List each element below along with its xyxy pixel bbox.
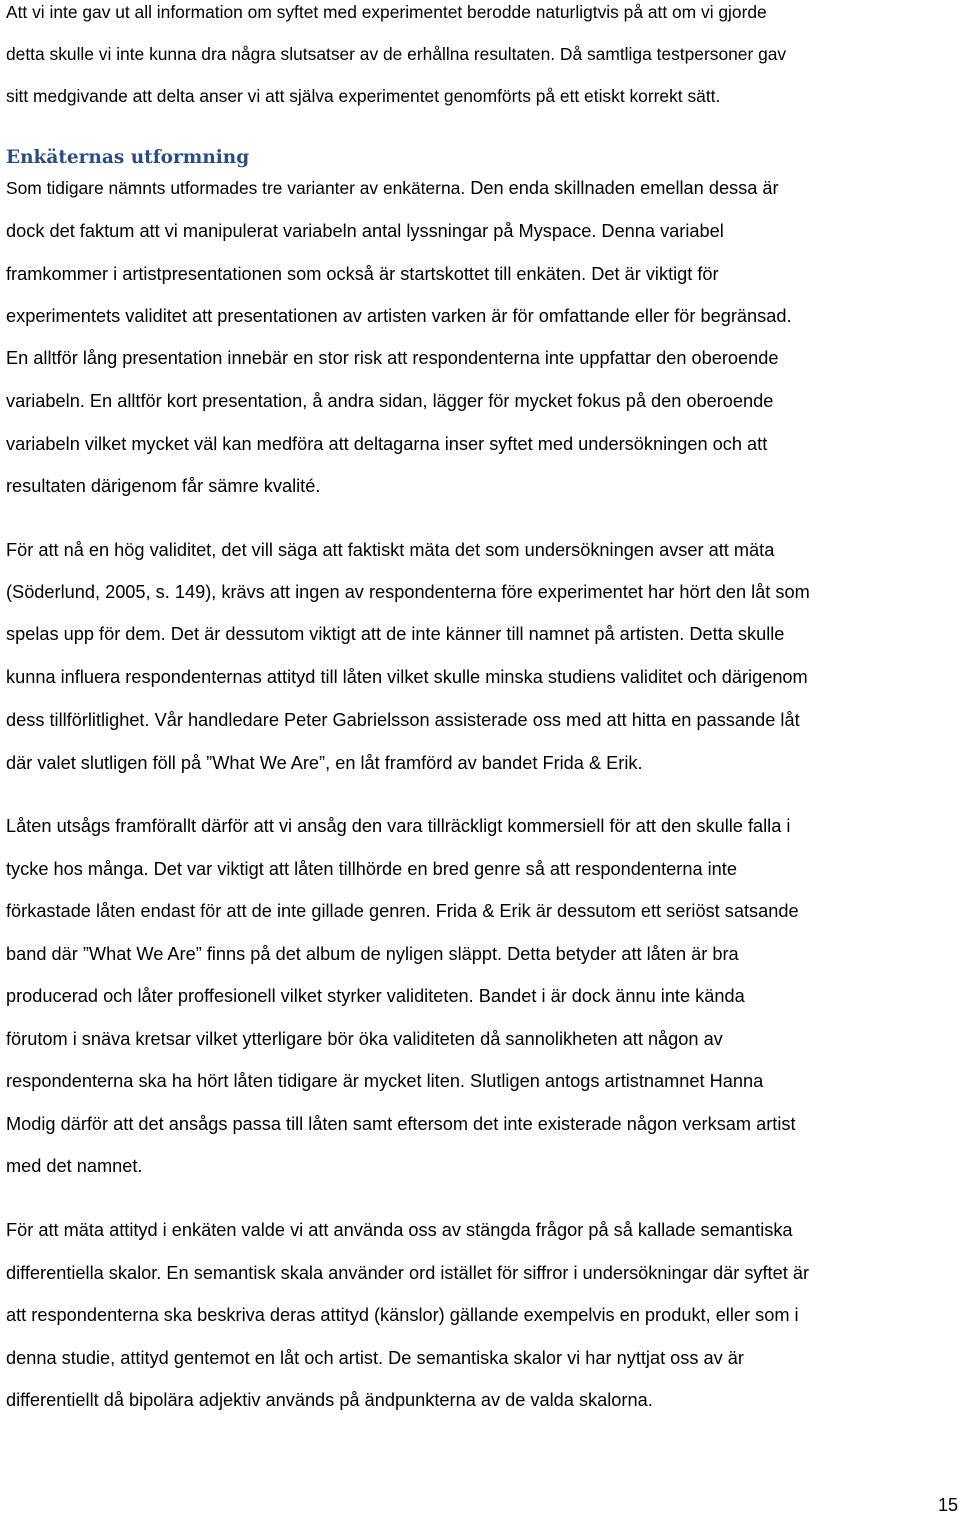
text-line: förutom i snäva kretsar vilket ytterligare bör öka validiteten då sannolikheten att någon av <box>6 1029 723 1049</box>
text-line: denna studie, attityd gentemot en låt och artist. De semantiska skalor vi har nyttjat oss av är <box>6 1348 744 1368</box>
text-line: sitt medgivande att delta anser vi att själva experimentet genomförts på ett etiskt korrekt sätt. <box>6 86 721 106</box>
text-line: variabeln vilket mycket väl kan medföra att deltagarna inser syftet med undersökningen och att <box>6 434 768 454</box>
text-line: framkommer i artistpresentationen som också är startskottet till enkäten. Det är viktigt för <box>6 264 719 284</box>
text-line: dock det faktum att vi manipulerat variabeln antal lyssningar på Myspace. Denna variabel <box>6 221 724 241</box>
text-line: differentiella skalor. En semantisk skala använder ord istället för siffror i undersökningar där syftet är <box>6 1263 810 1283</box>
text-line-mixed <box>6 176 779 200</box>
text-line: spelas upp för dem. Det är dessutom viktigt att de inte känner till namnet på artisten. Detta skulle <box>6 624 785 644</box>
text-line: dess tillförlitlighet. Vår handledare Peter Gabrielsson assisterade oss med att hitta en passande låt <box>6 710 800 730</box>
text-line: (Söderlund, 2005, s. 149), krävs att ingen av respondenterna före experimentet har hört den låt som <box>6 582 810 602</box>
text-line: En alltför lång presentation innebär en stor risk att respondenterna inte uppfattar den oberoende <box>6 348 779 368</box>
text-line: detta skulle vi inte kunna dra några slutsatser av de erhållna resultaten. Då samtliga testpersoner gav <box>6 44 787 64</box>
text-line: Låten utsågs framförallt därför att vi ansåg den vara tillräckligt kommersiell för att den skulle falla i <box>6 816 791 836</box>
text-line: respondenterna ska ha hört låten tidigare är mycket liten. Slutligen antogs artistnamnet Hanna <box>6 1071 764 1091</box>
page-number: 15 <box>937 1495 958 1515</box>
text-line: För att nå en hög validitet, det vill säga att faktiskt mäta det som undersökningen avser att mäta <box>6 540 775 560</box>
text-line: Att vi inte gav ut all information om syftet med experimentet berodde naturligtvis på att om vi gjorde <box>6 2 767 22</box>
text-line: med det namnet. <box>6 1156 143 1176</box>
text-line: där valet slutligen föll på ”What We Are”, en låt framförd av bandet Frida & Erik. <box>6 753 643 773</box>
text-line: producerad och låter proffesionell vilket styrker validiteten. Bandet i är dock ännu inte kända <box>6 986 745 1006</box>
text-line: differentiellt då bipolära adjektiv används på ändpunkterna av de valda skalorna. <box>6 1390 653 1410</box>
text-line: band där ”What We Are” finns på det album de nyligen släppt. Detta betyder att låten är bra <box>6 944 739 964</box>
text-line: För att mäta attityd i enkäten valde vi att använda oss av stängda frågor på så kallade semantiska <box>6 1220 793 1240</box>
text-line: resultaten därigenom får sämre kvalité. <box>6 476 321 496</box>
text-line: att respondenterna ska beskriva deras attityd (känslor) gällande exempelvis en produkt, eller som i <box>6 1305 799 1325</box>
text-line-part: Som tidigare nämnts utformades tre varianter av enkäterna. <box>6 178 466 198</box>
text-line: tycke hos många. Det var viktigt att låten tillhörde en bred genre så att respondenterna inte <box>6 859 737 879</box>
section-heading: Enkäternas utformning <box>6 147 250 168</box>
text-line: variabeln. En alltför kort presentation, å andra sidan, lägger för mycket fokus på den oberoende <box>6 391 774 411</box>
text-line-part: Den enda skillnaden emellan dessa är <box>465 178 779 198</box>
text-line: experimentets validitet att presentationen av artisten varken är för omfattande eller för begränsad. <box>6 306 792 326</box>
text-line: Modig därför att det ansågs passa till låten samt eftersom det inte existerade någon verksam artist <box>6 1114 796 1134</box>
text-line: kunna influera respondenternas attityd till låten vilket skulle minska studiens validitet och därigenom <box>6 667 808 687</box>
text-line: förkastade låten endast för att de inte gillade genren. Frida & Erik är dessutom ett seriöst satsande <box>6 901 799 921</box>
